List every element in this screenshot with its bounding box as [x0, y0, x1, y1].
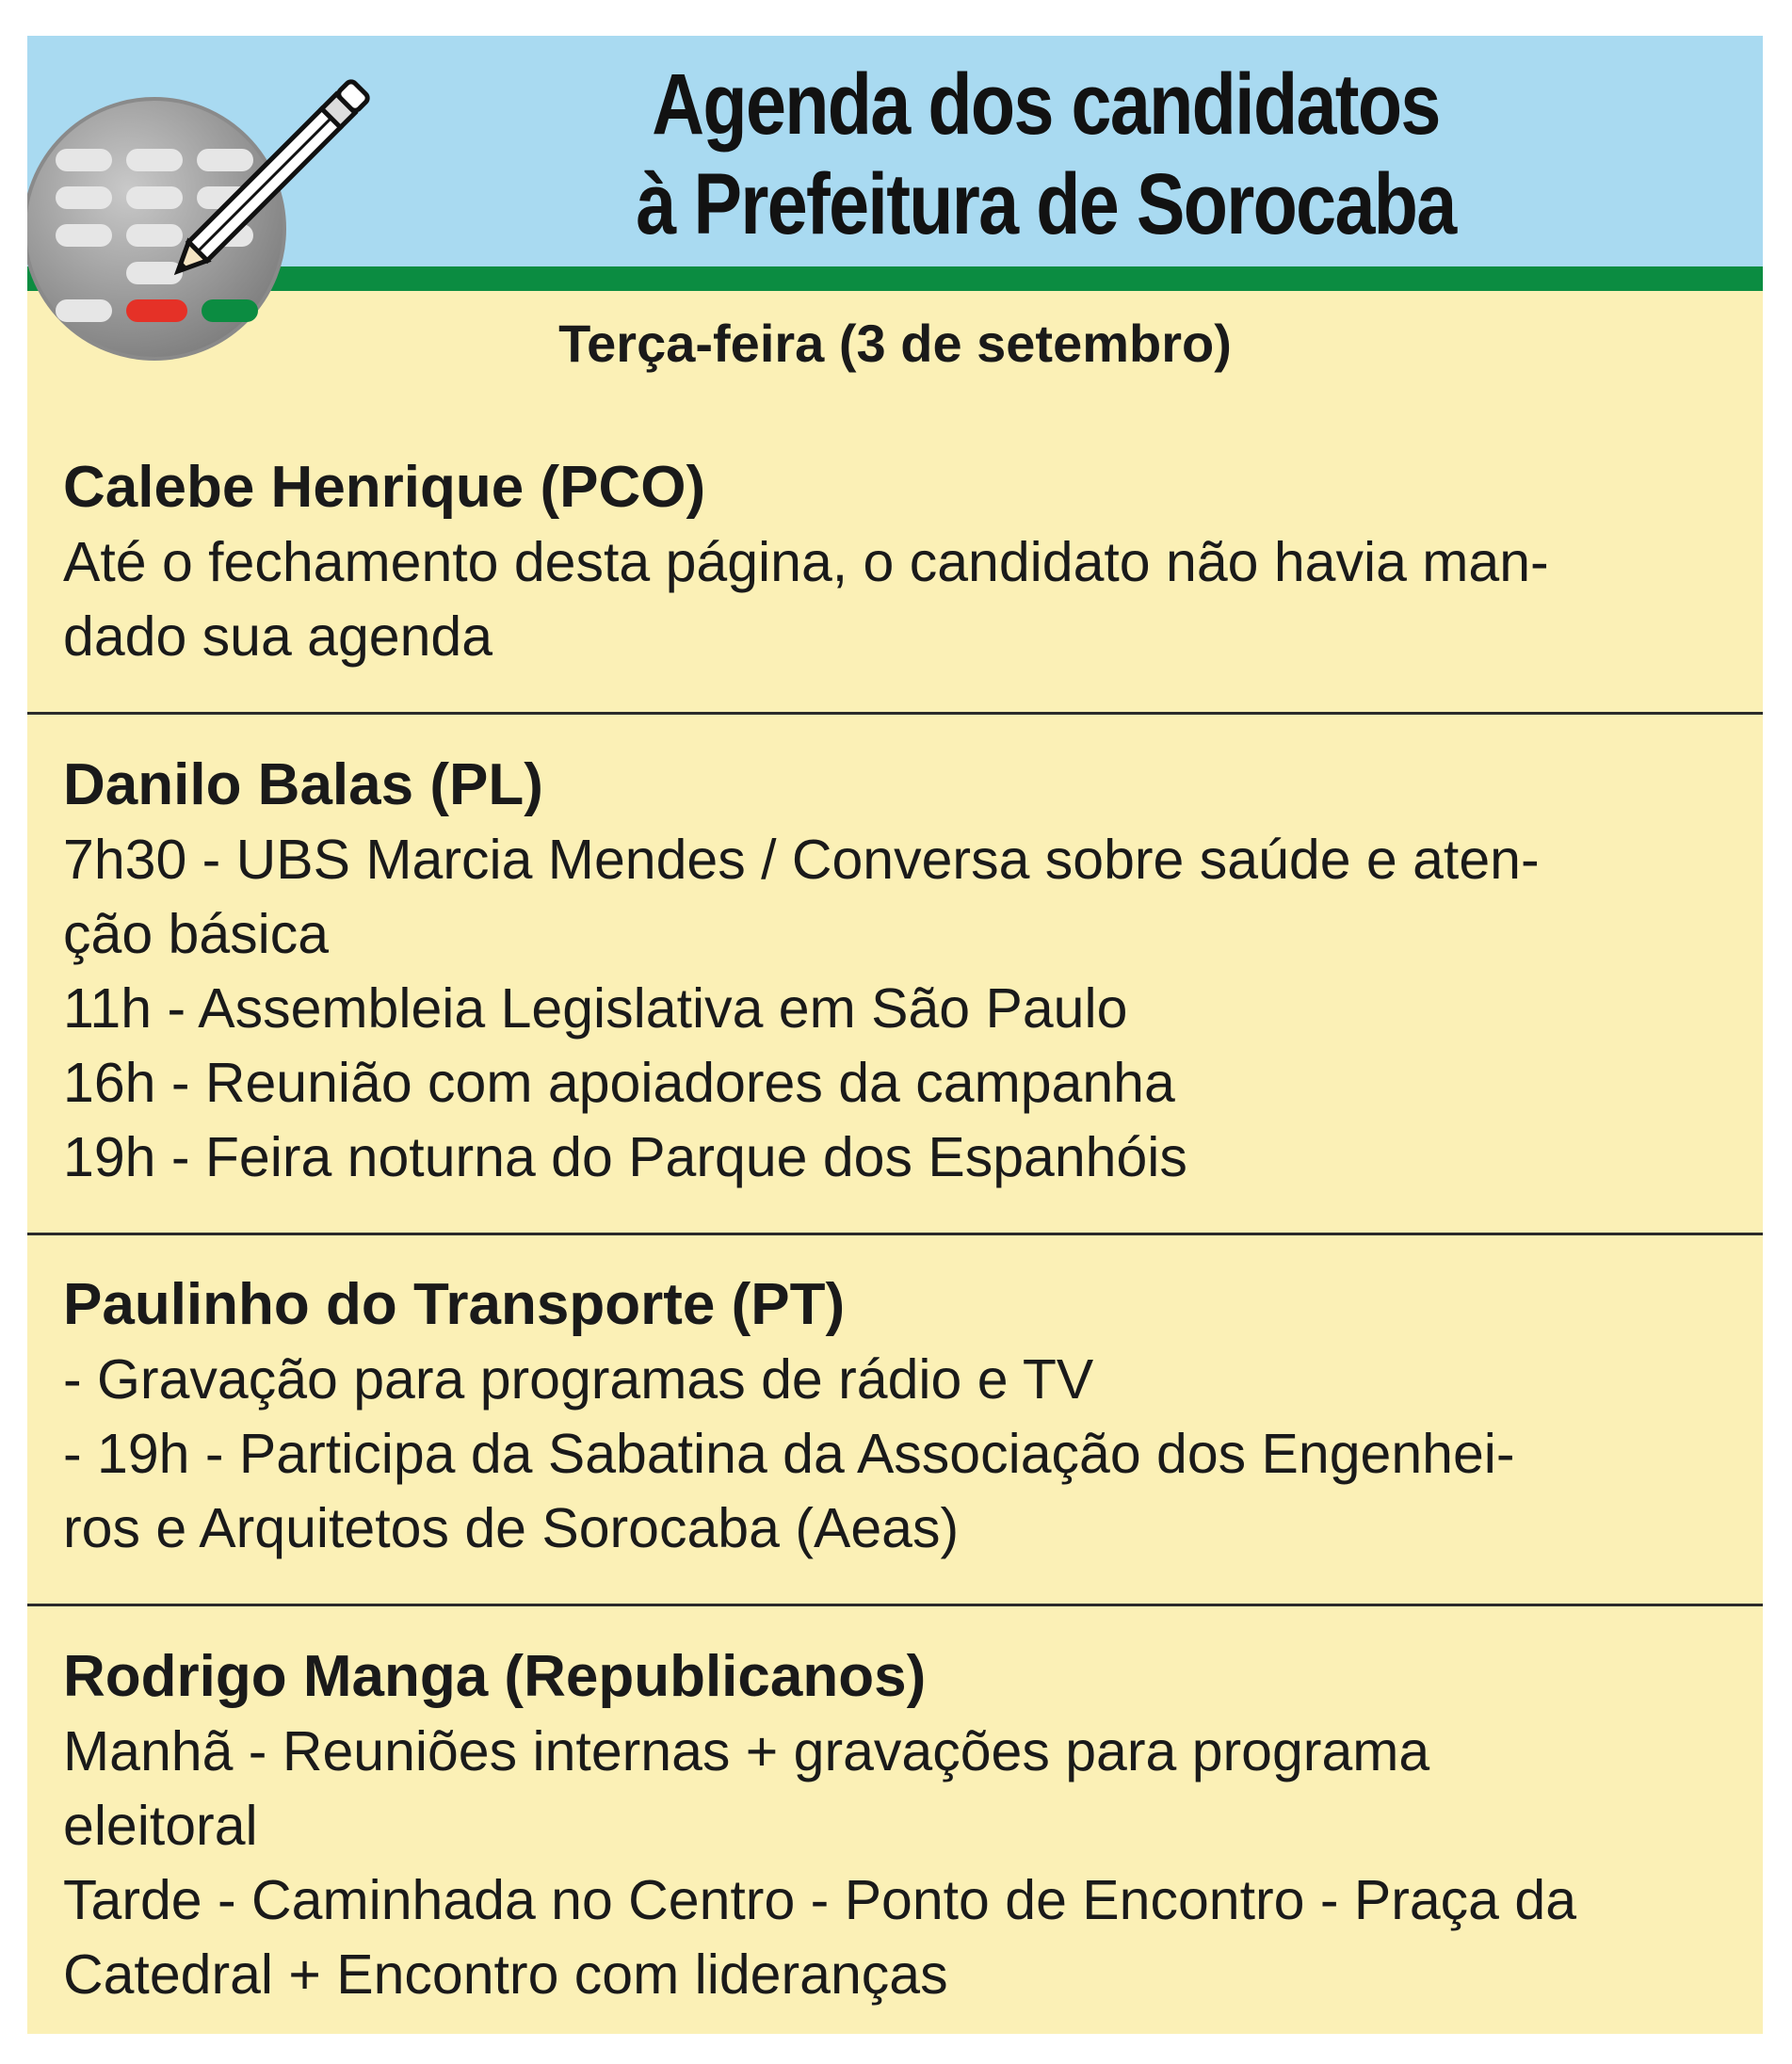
agenda-line: - 19h - Participa da Sabatina da Associação dos Engenhei-	[63, 1423, 1515, 1485]
agenda-line: 7h30 - UBS Marcia Mendes / Conversa sobre saúde e aten-	[63, 829, 1540, 891]
page-title	[475, 55, 1616, 254]
agenda-line: 11h - Assembleia Legislativa em São Paulo	[63, 977, 1128, 1040]
agenda-line: ção básica	[63, 903, 330, 965]
agenda-line: 16h - Reunião com apoiadores da campanha	[63, 1052, 1175, 1114]
section-divider	[27, 1604, 1763, 1606]
agenda-line: dado sua agenda	[63, 605, 493, 668]
candidate-name: Calebe Henrique (PCO)	[63, 455, 706, 520]
agenda-line: ros e Arquitetos de Sorocaba (Aeas)	[63, 1497, 960, 1559]
candidate-section	[63, 748, 1730, 1195]
title-line-1: Agenda dos candidatos	[652, 56, 1440, 153]
agenda-line: - Gravação para programas de rádio e TV	[63, 1348, 1094, 1411]
section-divider	[27, 1233, 1763, 1235]
agenda-line: eleitoral	[63, 1795, 258, 1857]
agenda-card	[27, 36, 1763, 2034]
candidate-name: Danilo Balas (PL)	[63, 752, 543, 817]
candidate-name: Rodrigo Manga (Republicanos)	[63, 1644, 927, 1709]
candidate-section	[63, 1639, 1730, 2012]
agenda-line: Manhã - Reuniões internas + gravações para programa	[63, 1720, 1430, 1782]
title-line-2: à Prefeitura de Sorocaba	[636, 156, 1456, 252]
candidate-section	[63, 1267, 1730, 1566]
agenda-line: Até o fechamento desta página, o candidato não havia man-	[63, 531, 1549, 593]
section-divider	[27, 712, 1763, 715]
agenda-line: Catedral + Encontro com lideranças	[63, 1943, 948, 2006]
date-heading: Terça-feira (3 de setembro)	[558, 314, 1232, 373]
candidate-name: Paulinho do Transporte (PT)	[63, 1272, 846, 1337]
candidate-section	[63, 450, 1730, 674]
agenda-line: 19h - Feira noturna do Parque dos Espanhóis	[63, 1126, 1187, 1188]
agenda-line: Tarde - Caminhada no Centro - Ponto de Encontro - Praça da	[63, 1869, 1577, 1931]
